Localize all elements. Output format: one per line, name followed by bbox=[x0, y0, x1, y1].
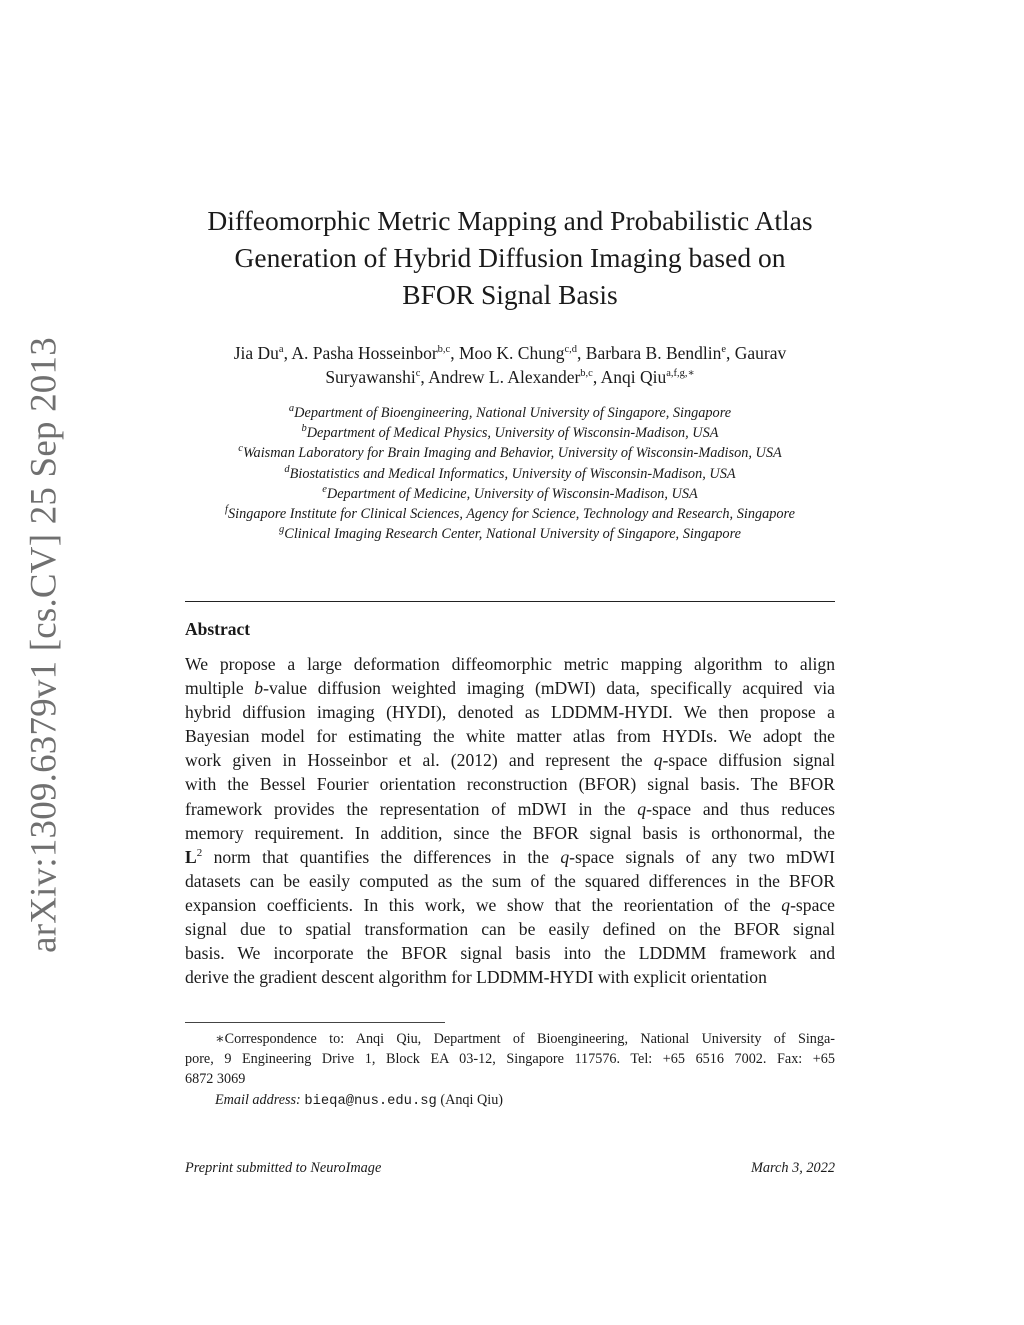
author-name: Anqi Qiu bbox=[600, 367, 667, 387]
math-superscript: 2 bbox=[196, 846, 203, 859]
abstract-text: -space and thus reduces bbox=[646, 798, 835, 819]
author-affil-marker: c,d bbox=[564, 344, 578, 356]
affiliation-text: Department of Medicine, University of Wisconsin-Madison, USA bbox=[326, 485, 698, 502]
affiliation bbox=[170, 443, 850, 463]
author-name: Moo K. Chung bbox=[458, 343, 565, 363]
title-line: Generation of Hybrid Diffusion Imaging based on bbox=[234, 242, 786, 273]
affiliation bbox=[170, 403, 850, 423]
abstract-text: -value diffusion weighted imaging (mDWI) data, specifically acquired via bbox=[263, 678, 835, 699]
abstract-text: -space signals of any two mDWI bbox=[569, 846, 835, 867]
abstract-line bbox=[185, 700, 835, 724]
preprint-date: March 3, 2022 bbox=[750, 1160, 835, 1176]
affiliation bbox=[170, 423, 850, 443]
author-affil-marker: b,c bbox=[580, 368, 593, 380]
abstract-text: signal due to spatial transformation can be easily defined on the BFOR signal bbox=[185, 919, 835, 940]
author-name: A. Pasha Hosseinbor bbox=[291, 343, 438, 363]
author-affil-marker: c bbox=[415, 368, 421, 380]
abstract-line bbox=[185, 652, 835, 676]
affiliation bbox=[170, 484, 850, 504]
title-line: Diffeomorphic Metric Mapping and Probabilistic Atlas bbox=[207, 205, 813, 236]
author-affil-marker: b,c bbox=[437, 344, 451, 356]
author-affil-marker: a,f,g,∗ bbox=[666, 368, 695, 380]
abstract-text: -space bbox=[790, 894, 835, 915]
math-variable: b bbox=[254, 678, 264, 699]
footnote-line: ∗Correspondence to: Anqi Qiu, Department of Bioengineering, National University of Singa- bbox=[215, 1031, 835, 1047]
author-separator: , bbox=[726, 343, 731, 363]
paper-title bbox=[185, 202, 835, 313]
affiliation-text: Waisman Laboratory for Brain Imaging and Behavior, University of Wisconsin-Madison, USA bbox=[242, 445, 782, 462]
math-variable: q bbox=[781, 894, 791, 915]
author-affil-marker: e bbox=[721, 344, 727, 356]
affiliation-text: Department of Bioengineering, National University of Singapore, Singapore bbox=[294, 405, 732, 421]
abstract-top-rule bbox=[185, 601, 835, 602]
math-variable: q bbox=[637, 798, 647, 819]
correspondence-footnote bbox=[185, 1029, 835, 1112]
author-name: Gaurav bbox=[734, 343, 787, 363]
abstract-heading: Abstract bbox=[185, 619, 251, 639]
arxiv-id-text: arXiv:1309.6379v1 [cs.CV] 25 Sep 2013 bbox=[23, 337, 65, 953]
abstract-text: basis. We incorporate the BFOR signal basis into the LDDMM framework and bbox=[185, 943, 835, 964]
abstract-text: datasets can be easily computed as the sum of the squared differences in the BFOR bbox=[185, 870, 835, 891]
abstract-line bbox=[185, 845, 835, 869]
math-symbol: L bbox=[185, 846, 197, 867]
abstract-text: We propose a large deformation diffeomorphic metric mapping algorithm to align bbox=[185, 654, 835, 674]
affiliation bbox=[170, 504, 850, 524]
abstract-line bbox=[185, 869, 835, 893]
author-name: Suryawanshi bbox=[325, 367, 416, 387]
footnote-line: pore, 9 Engineering Drive 1, Block EA 03-12, Singapore 117576. Tel: +65 6516 7002. Fax: +65 bbox=[185, 1051, 835, 1068]
affiliation-marker: g bbox=[279, 524, 285, 536]
abstract-line bbox=[185, 965, 835, 989]
affiliation-text: Clinical Imaging Research Center, National University of Singapore, Singapore bbox=[284, 526, 741, 543]
email-label: Email address: bbox=[215, 1091, 301, 1108]
author-name: Barbara B. Bendlin bbox=[585, 343, 722, 363]
affiliation bbox=[170, 464, 850, 484]
abstract-line bbox=[185, 772, 835, 796]
abstract-body bbox=[185, 652, 835, 989]
abstract-text: expansion coefficients. In this work, we show that the reorientation of the bbox=[185, 894, 782, 915]
abstract-line bbox=[185, 941, 835, 965]
abstract-text: -space diffusion signal bbox=[662, 750, 835, 771]
abstract-line bbox=[185, 748, 835, 772]
math-variable: q bbox=[653, 750, 663, 771]
affiliation-marker: a bbox=[288, 403, 295, 415]
abstract-text: memory requirement. In addition, since the BFOR signal basis is orthonormal, the bbox=[185, 822, 835, 843]
affiliation-text: Department of Medical Physics, University of Wisconsin-Madison, USA bbox=[306, 425, 719, 442]
author-separator: , bbox=[420, 367, 425, 387]
abstract-line bbox=[185, 917, 835, 941]
abstract-line bbox=[185, 893, 835, 917]
email-address: bieqa@nus.edu.sg bbox=[304, 1093, 437, 1109]
abstract-text: derive the gradient descent algorithm for LDDMM-HYDI with explicit orientation bbox=[185, 967, 767, 988]
affiliation-text: Biostatistics and Medical Informatics, University of Wisconsin-Madison, USA bbox=[289, 465, 736, 482]
affiliation-text: Singapore Institute for Clinical Sciences, Agency for Science, Technology and Research, Singapore bbox=[227, 506, 795, 523]
affiliation-marker: f bbox=[225, 504, 228, 516]
abstract-line bbox=[185, 821, 835, 845]
affiliation-marker: c bbox=[238, 443, 243, 455]
footnote-rule bbox=[185, 1022, 445, 1023]
affiliation-marker: b bbox=[301, 423, 307, 435]
author-separator: , bbox=[592, 367, 598, 387]
affiliation-marker: e bbox=[322, 484, 327, 496]
abstract-line bbox=[185, 797, 835, 821]
abstract-line bbox=[185, 724, 835, 748]
abstract-text: multiple bbox=[185, 678, 255, 699]
abstract-text: framework provides the representation of mDWI in the bbox=[185, 798, 638, 819]
author-affil-marker: a bbox=[278, 344, 284, 356]
email-line bbox=[185, 1090, 835, 1112]
abstract-text: work given in Hosseinbor et al. (2012) and represent the bbox=[185, 750, 654, 771]
abstract-text: with the Bessel Fourier orientation reconstruction (BFOR) signal basis. The BFOR bbox=[185, 774, 835, 795]
author-separator: , bbox=[577, 343, 582, 363]
abstract-text: hybrid diffusion imaging (HYDI), denoted as LDDMM-HYDI. We then propose a bbox=[185, 702, 835, 723]
abstract-text: Bayesian model for estimating the white matter atlas from HYDIs. We adopt the bbox=[185, 726, 835, 747]
journal-note: Preprint submitted to NeuroImage bbox=[185, 1160, 382, 1176]
author-name: Jia Du bbox=[233, 343, 279, 363]
author-name: Andrew L. Alexander bbox=[428, 367, 581, 387]
abstract-text: norm that quantifies the differences in the bbox=[202, 846, 561, 867]
author-separator: , bbox=[450, 343, 455, 363]
author-list bbox=[185, 341, 835, 389]
math-variable: q bbox=[560, 846, 570, 867]
affiliation-list bbox=[170, 403, 850, 544]
author-separator: , bbox=[283, 343, 288, 363]
email-owner: (Anqi Qiu) bbox=[440, 1091, 504, 1108]
affiliation bbox=[170, 524, 850, 544]
abstract-line bbox=[185, 676, 835, 700]
title-line: BFOR Signal Basis bbox=[402, 279, 618, 310]
affiliation-marker: d bbox=[284, 463, 290, 475]
footnote-line: 6872 3069 bbox=[185, 1071, 246, 1088]
